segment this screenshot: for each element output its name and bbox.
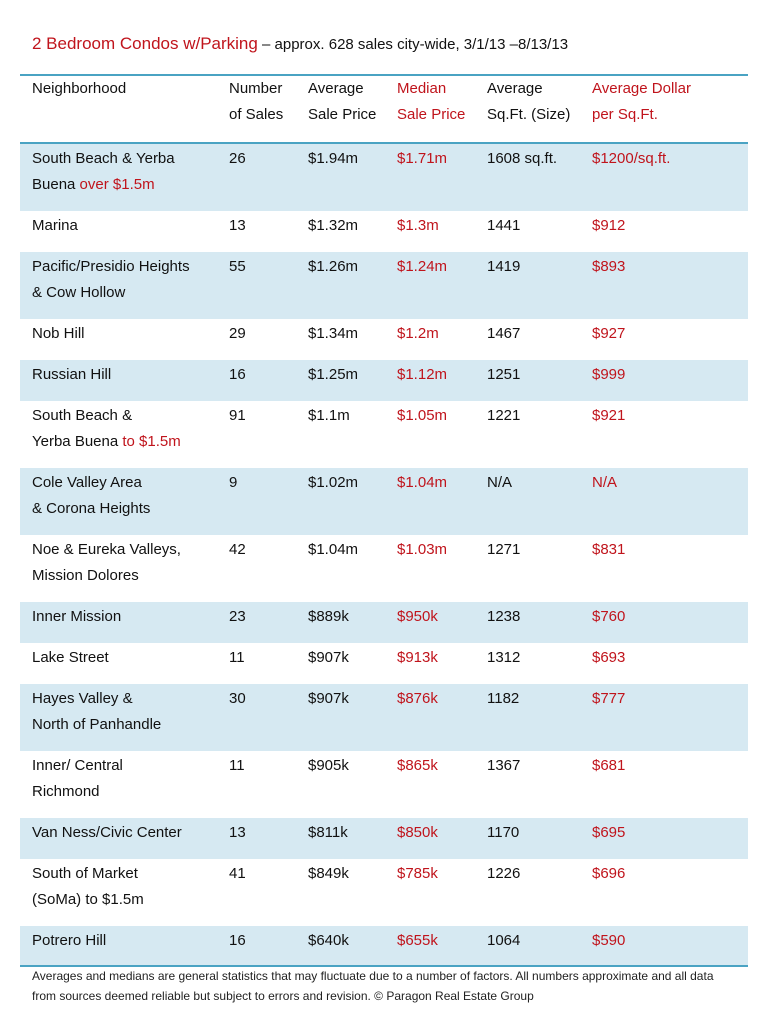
dollar-per-sqft-cell: $693 xyxy=(592,649,626,666)
header-count-line2: of Sales xyxy=(229,106,284,123)
sqft-cell: 1608 sq.ft. xyxy=(487,150,558,167)
table-row xyxy=(20,211,748,252)
dollar-per-sqft-cell: $760 xyxy=(592,608,626,625)
dollar-per-sqft-cell: $681 xyxy=(592,757,626,774)
dollar-per-sqft-cell: $696 xyxy=(592,865,626,882)
sales-count-cell: 91 xyxy=(229,407,246,424)
dollar-per-sqft-cell: N/A xyxy=(592,474,618,491)
dollar-per-sqft-cell: $695 xyxy=(592,824,626,841)
sales-count-cell: 41 xyxy=(229,865,246,882)
table-row xyxy=(20,684,748,751)
neighborhood-line1: South Beach & Yerba xyxy=(32,150,175,167)
median-price-cell: $1.2m xyxy=(397,325,439,342)
median-price-cell: $1.24m xyxy=(397,258,448,275)
sales-count-cell: 42 xyxy=(229,541,246,558)
average-price-cell: $640k xyxy=(308,932,349,949)
sales-count-cell: 29 xyxy=(229,325,246,342)
header-dollar-per-sqft xyxy=(592,76,742,128)
table-header xyxy=(20,76,748,142)
neighborhood-line2: Mission Dolores xyxy=(32,567,139,584)
dollar-per-sqft-cell: $1200/sq.ft. xyxy=(592,150,671,167)
neighborhood-line1: Inner/ Central xyxy=(32,757,123,774)
table-row xyxy=(20,859,748,926)
average-price-cell: $1.32m xyxy=(308,217,359,234)
sqft-cell: 1238 xyxy=(487,608,521,625)
header-number-of-sales xyxy=(229,76,303,128)
neighborhood-qualifier: to $1.5m xyxy=(122,433,181,450)
dollar-per-sqft-cell: $927 xyxy=(592,325,626,342)
neighborhood-cell: Inner Mission xyxy=(32,608,122,625)
table-row xyxy=(20,751,748,818)
header-median-line2: Sale Price xyxy=(397,106,466,123)
table-row xyxy=(20,252,748,319)
neighborhood-line2: & Cow Hollow xyxy=(32,284,126,301)
dollar-per-sqft-cell: $912 xyxy=(592,217,626,234)
title-subtitle: – approx. 628 sales city-wide, 3/1/13 –8/13/13 xyxy=(257,36,569,53)
sqft-cell: 1226 xyxy=(487,865,521,882)
sqft-cell: 1251 xyxy=(487,366,521,383)
sqft-cell: 1170 xyxy=(487,824,520,841)
neighborhood-cell: Lake Street xyxy=(32,649,109,666)
table-row xyxy=(20,643,748,684)
sqft-cell: 1064 xyxy=(487,932,521,949)
neighborhood-cell xyxy=(32,753,228,805)
neighborhood-cell: Nob Hill xyxy=(32,325,85,342)
median-price-cell: $1.3m xyxy=(397,217,439,234)
neighborhood-cell xyxy=(32,470,228,522)
sales-count-cell: 13 xyxy=(229,217,246,234)
sales-count-cell: 11 xyxy=(229,757,245,774)
average-price-cell: $907k xyxy=(308,649,349,666)
sqft-cell: 1419 xyxy=(487,258,521,275)
header-neighborhood-label: Neighborhood xyxy=(32,80,127,97)
median-price-cell: $785k xyxy=(397,865,438,882)
header-median-line1: Median xyxy=(397,80,447,97)
table-body xyxy=(20,144,748,967)
sales-count-cell: 23 xyxy=(229,608,246,625)
neighborhood-line1: South of Market xyxy=(32,865,138,882)
neighborhood-cell xyxy=(32,403,228,455)
dollar-per-sqft-cell: $921 xyxy=(592,407,626,424)
neighborhood-line1: Pacific/Presidio Heights xyxy=(32,258,190,275)
neighborhood-cell xyxy=(32,686,228,738)
neighborhood-line1: Noe & Eureka Valleys, xyxy=(32,541,181,558)
median-price-cell: $865k xyxy=(397,757,438,774)
page-title xyxy=(32,34,568,54)
neighborhood-cell xyxy=(32,146,228,198)
sales-count-cell: 26 xyxy=(229,150,246,167)
median-price-cell: $1.12m xyxy=(397,366,448,383)
neighborhood-line2-text: Yerba Buena xyxy=(32,433,123,450)
title-main: 2 Bedroom Condos w/Parking xyxy=(32,34,258,53)
sales-count-cell: 16 xyxy=(229,932,246,949)
sales-count-cell: 13 xyxy=(229,824,246,841)
median-price-cell: $1.04m xyxy=(397,474,448,491)
median-price-cell: $850k xyxy=(397,824,438,841)
neighborhood-cell: Marina xyxy=(32,217,78,234)
average-price-cell: $1.34m xyxy=(308,325,359,342)
header-dollar-line1: Average Dollar xyxy=(592,80,691,97)
sqft-cell: 1312 xyxy=(487,649,521,666)
table-row xyxy=(20,468,748,535)
median-price-cell: $1.71m xyxy=(397,150,448,167)
neighborhood-cell xyxy=(32,537,228,589)
header-avg-line2: Sale Price xyxy=(308,106,377,123)
sqft-cell: 1367 xyxy=(487,757,521,774)
header-median-sale-price xyxy=(397,76,483,128)
sqft-cell: 1441 xyxy=(487,217,521,234)
neighborhood-cell: Potrero Hill xyxy=(32,932,107,949)
average-price-cell: $849k xyxy=(308,865,349,882)
neighborhood-cell xyxy=(32,254,228,306)
header-sqft-line1: Average xyxy=(487,80,543,97)
sales-count-cell: 16 xyxy=(229,366,246,383)
neighborhood-line2: & Corona Heights xyxy=(32,500,151,517)
sqft-cell: 1467 xyxy=(487,325,521,342)
neighborhood-line1: Cole Valley Area xyxy=(32,474,142,491)
dollar-per-sqft-cell: $777 xyxy=(592,690,626,707)
table-row xyxy=(20,535,748,602)
dollar-per-sqft-cell: $893 xyxy=(592,258,626,275)
dollar-per-sqft-cell: $999 xyxy=(592,366,626,383)
table-row xyxy=(20,818,748,859)
median-price-cell: $950k xyxy=(397,608,438,625)
sales-count-cell: 9 xyxy=(229,474,238,491)
dollar-per-sqft-cell: $590 xyxy=(592,932,626,949)
neighborhood-line2 xyxy=(32,172,228,198)
header-count-line1: Number xyxy=(229,80,283,97)
header-dollar-line2: per Sq.Ft. xyxy=(592,106,658,123)
neighborhood-line2: North of Panhandle xyxy=(32,716,162,733)
median-price-cell: $655k xyxy=(397,932,438,949)
table-row xyxy=(20,319,748,360)
neighborhood-line2 xyxy=(32,429,228,455)
footnote: Averages and medians are general statistics that may fluctuate due to a number of factors. All numbers approximate and all data from sources deemed reliable but subject to errors and revision. © Paragon Real Estate Group xyxy=(32,969,714,1003)
median-price-cell: $913k xyxy=(397,649,438,666)
sales-count-cell: 55 xyxy=(229,258,246,275)
neighborhood-qualifier: over $1.5m xyxy=(79,176,155,193)
header-sqft-line2: Sq.Ft. (Size) xyxy=(487,106,571,123)
average-price-cell: $1.02m xyxy=(308,474,359,491)
median-price-cell: $1.05m xyxy=(397,407,448,424)
header-avg-line1: Average xyxy=(308,80,364,97)
neighborhood-line2-text: Buena xyxy=(32,176,80,193)
table-row xyxy=(20,926,748,967)
table-row xyxy=(20,401,748,468)
neighborhood-line1: South Beach & xyxy=(32,407,133,424)
header-average-sqft xyxy=(487,76,583,128)
average-price-cell: $1.26m xyxy=(308,258,359,275)
sqft-cell: 1271 xyxy=(487,541,521,558)
average-price-cell: $1.25m xyxy=(308,366,359,383)
average-price-cell: $905k xyxy=(308,757,349,774)
header-average-sale-price xyxy=(308,76,394,128)
average-price-cell: $1.1m xyxy=(308,407,350,424)
average-price-cell: $889k xyxy=(308,608,349,625)
average-price-cell: $811k xyxy=(308,824,348,841)
table-row xyxy=(20,360,748,401)
average-price-cell: $1.94m xyxy=(308,150,359,167)
neighborhood-line1: Hayes Valley & xyxy=(32,690,133,707)
neighborhood-cell xyxy=(32,861,228,913)
average-price-cell: $1.04m xyxy=(308,541,359,558)
sales-count-cell: 11 xyxy=(229,649,245,666)
neighborhood-cell: Van Ness/Civic Center xyxy=(32,824,182,841)
sqft-cell: 1221 xyxy=(487,407,521,424)
neighborhood-cell: Russian Hill xyxy=(32,366,112,383)
neighborhood-line2: Richmond xyxy=(32,783,100,800)
sales-count-cell: 30 xyxy=(229,690,246,707)
sqft-cell: N/A xyxy=(487,474,513,491)
table-row xyxy=(20,144,748,211)
median-price-cell: $1.03m xyxy=(397,541,448,558)
median-price-cell: $876k xyxy=(397,690,438,707)
dollar-per-sqft-cell: $831 xyxy=(592,541,626,558)
table-row xyxy=(20,602,748,643)
average-price-cell: $907k xyxy=(308,690,349,707)
neighborhood-line2: (SoMa) to $1.5m xyxy=(32,891,144,908)
sqft-cell: 1182 xyxy=(487,690,520,707)
header-neighborhood xyxy=(32,76,228,102)
